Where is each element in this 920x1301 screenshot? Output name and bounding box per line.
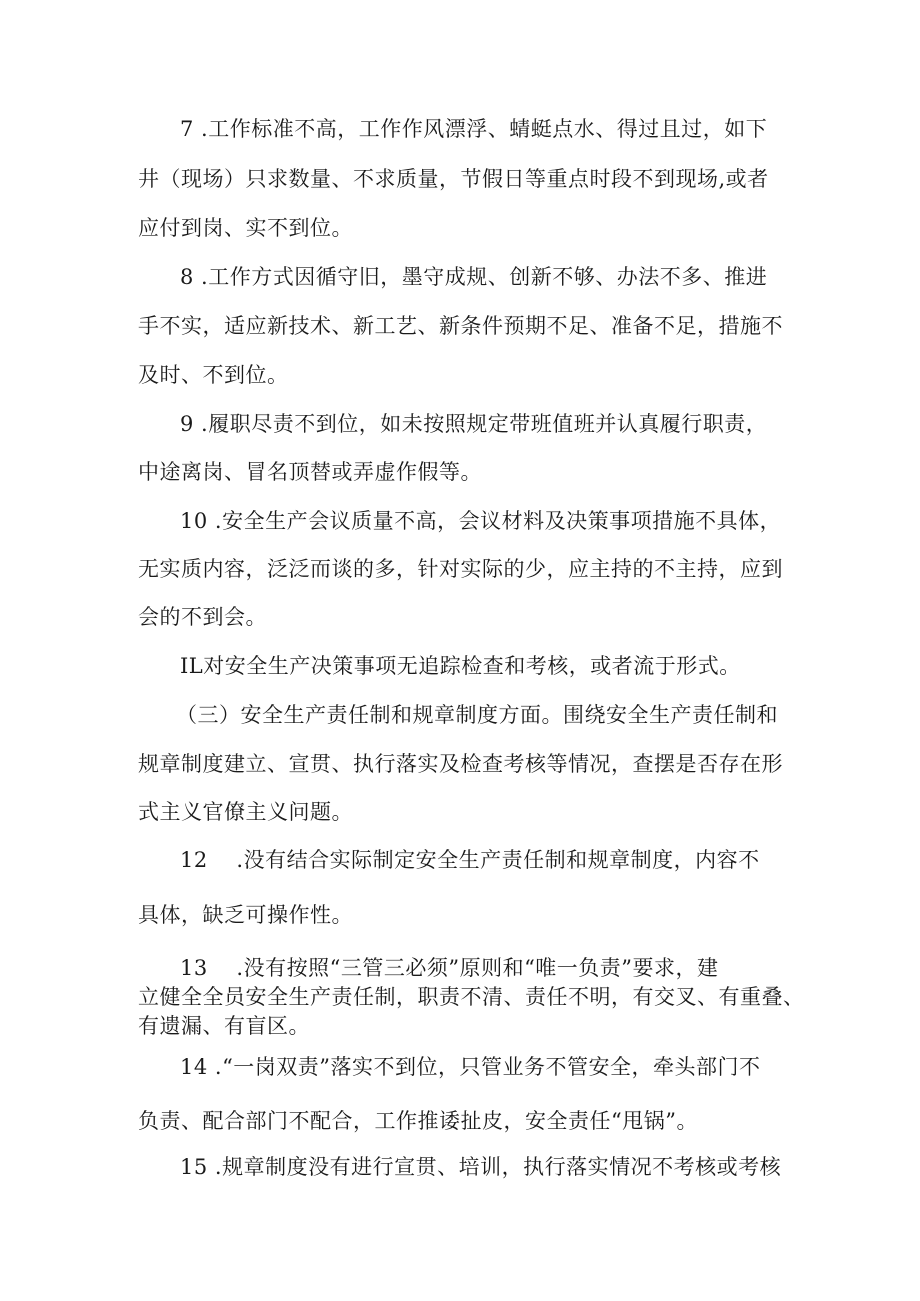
item-11-line-1: IL对安全生产决策事项无追踪检查和考核，或者流于形式。 [180,654,741,678]
item-7-line-3: 应付到岗、实不到位。 [138,216,353,240]
section-3-line-1: （三）安全生产责任制和规章制度方面。围绕安全生产责任制和 [176,703,778,727]
item-15-line-1: 15 .规章制度没有进行宣贯、培训，执行落实情况不考核或考核 [180,1155,782,1179]
item-7-line-1: 7 .工作标准不高，工作作风漂浮、蜻蜓点水、得过且过，如下 [180,117,768,141]
item-9-line-1: 9 .履职尽责不到位，如未按照规定带班值班并认真履行职责， [180,412,768,436]
item-13-line-2: 立健全全员安全生产责任制，职责不清、责任不明，有交叉、有重叠、 [138,985,805,1009]
section-3-line-2: 规章制度建立、宣贯、执行落实及检查考核等情况，查摆是否存在形 [138,752,783,776]
item-7-line-2: 井（现场）只求数量、不求质量，节假日等重点时段不到现场,或者 [138,167,769,191]
item-8-line-3: 及时、不到位。 [138,363,289,387]
item-10-line-1: 10 .安全生产会议质量不高，会议材料及决策事项措施不具体， [180,509,782,533]
item-14-line-1: 14 .“一岗双责”落实不到位，只管业务不管安全，牵头部门不 [180,1055,761,1079]
item-12-line-2: 具体，缺乏可操作性。 [138,903,353,927]
item-12-line-1: 12 .没有结合实际制定安全生产责任制和规章制度，内容不 [180,848,760,872]
item-13-line-1: 13 .没有按照“三管三必须”原则和“唯一负责”要求，建 [180,956,719,980]
item-14-line-2: 负责、配合部门不配合，工作推诿扯皮，安全责任“甩锅”。 [138,1109,698,1133]
item-8-line-2: 手不实，适应新技术、新工艺、新条件预期不足、准备不足，措施不 [138,314,783,338]
item-10-line-2: 无实质内容，泛泛而谈的多，针对实际的少，应主持的不主持，应到 [138,557,783,581]
item-9-line-2: 中途离岗、冒名顶替或弄虚作假等。 [138,460,482,484]
item-8-line-1: 8 .工作方式因循守旧，墨守成规、创新不够、办法不多、推进 [180,265,768,289]
section-3-line-3: 式主义官僚主义问题。 [138,800,353,824]
item-10-line-3: 会的不到会。 [138,605,267,629]
item-13-line-3: 有遗漏、有盲区。 [138,1014,310,1038]
